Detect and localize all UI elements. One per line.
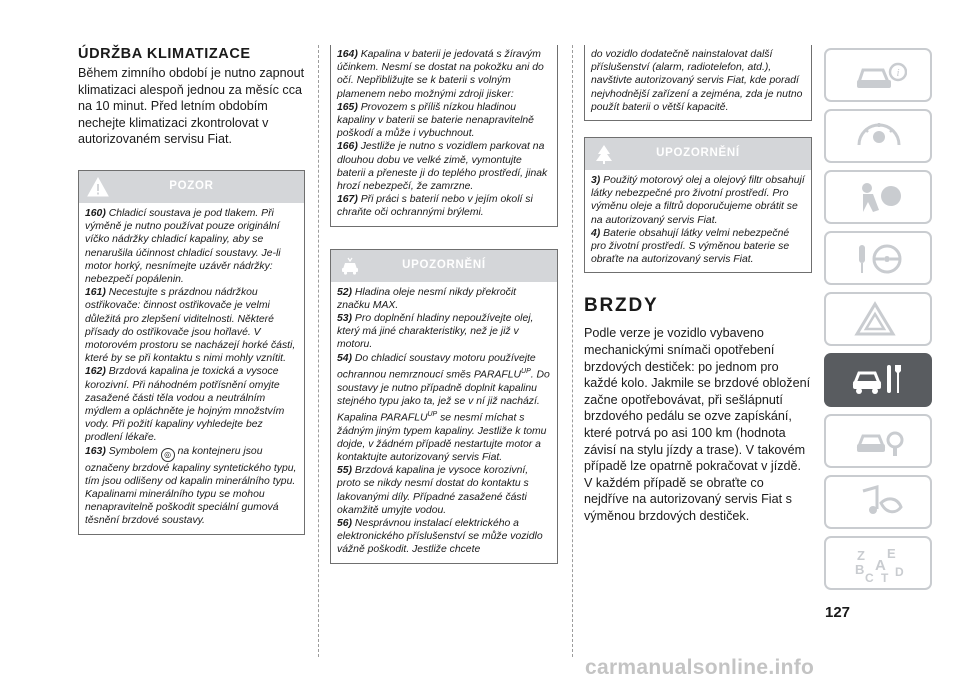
item-text: Necestujte s prázdnou nádržkou ostřikovače: činnost ostřikovače je velmi důležitá pro zlepšení viditelnosti. Některé přísady do ostřikovače jsou hořlavé. V motorovém prostoru se nacházejí horké části, které by se při kontaktu s nimi mohly vznítit. [85, 287, 296, 365]
brake-fluid-symbol-icon: ◎ [161, 448, 175, 462]
item-number: 56) [337, 518, 353, 530]
item-number: 161) [85, 287, 106, 299]
item-number: 167) [337, 194, 358, 206]
item-number: 163) [85, 445, 106, 457]
item-number: 164) [337, 49, 358, 60]
warning-item [337, 312, 551, 352]
warning-box-upozorneni [584, 137, 812, 273]
tab-dashboard-lights[interactable] [824, 109, 932, 163]
item-text: . Do soustavy je nutno případně doplnit kapalinu stejného typu jako ta, jež se v ní již nachází. Kapalina PARAFLU [337, 369, 550, 424]
warning-item [591, 174, 805, 227]
item-number: 166) [337, 141, 358, 153]
index-letter: A [875, 557, 886, 574]
column-divider [572, 45, 573, 657]
index-icon [853, 544, 907, 584]
item-text: Jestliže je nutno s vozidlem parkovat na dlouhou dobu ve velké zimě, vymontujte baterii a přeneste ji do teplého prostředí, jinak hrozí nebezpečí, že zamrzne. [337, 141, 548, 193]
maintenance-icon [853, 422, 907, 462]
item-text: Brzdová kapalina je toxická a vysoce korozivní. Při náhodném potřísnění omyjte zasažené části těla vodou a neutrálním mýdlem a opláchněte je hojným množstvím vody. Při požití kapaliny vyhledejte bez prodlení lékaře. [85, 366, 285, 444]
car-info-icon [853, 56, 907, 96]
page-number: 127 [825, 604, 851, 621]
warning-item [85, 286, 298, 365]
item-text-pre: Symbolem [108, 445, 158, 457]
item-text: se nesmí míchat s žádným jiným typem kapaliny. Jestliže k tomu dojde, v žádném případě nestartujte motor a kontaktujte autorizovaný servis Fiat. [337, 412, 547, 464]
item-text: Baterie obsahují látky velmi nebezpečné pro životní prostředí. S výměnou baterie se obraťte na autorizovaný servis Fiat. [591, 227, 790, 266]
tab-technical-data[interactable] [824, 414, 932, 468]
item-text: Hladina oleje nesmí nikdy překročit značku MAX. [337, 286, 517, 311]
warning-header [585, 138, 811, 170]
item-number: 160) [85, 207, 106, 219]
column-3 [584, 45, 812, 525]
index-letter: C [865, 571, 874, 584]
warning-content [585, 170, 811, 272]
tab-multimedia[interactable] [824, 475, 932, 529]
item-number: 55) [337, 465, 353, 477]
item-number: 165) [337, 101, 358, 113]
warning-continuation [330, 45, 558, 227]
airbag-icon [853, 178, 907, 218]
warning-item [591, 227, 805, 267]
item-number: 3) [591, 175, 601, 187]
warning-header [79, 171, 304, 203]
warning-item [337, 48, 551, 101]
brakes-text: Podle verze je vozidlo vybaveno mechanickými snímači opotřebení brzdových destiček: po jednom pro každé kolo. Jakmile se brzdové obložení začne opotřebovávat, při sešlápnutí brzdového pedálu se ozve zapískání, které potrvá po asi 100 km (hodnota závisí na stylu jízdy a trase). V takovém případě lze opatrně pokračovat v jízdě. V každém případě se obraťte co nejdříve na autorizovaný servis Fiat s výměnou brzdových destiček. [584, 326, 811, 523]
tab-car-info[interactable] [824, 48, 932, 102]
warning-continuation [584, 45, 812, 121]
key-steering-icon [853, 239, 907, 279]
warning-item [337, 517, 551, 557]
item-text: Použitý motorový olej a olejový filtr obsahují látky nebezpečné pro životní prostředí. Pro výměnu oleje a filtrů doporučujeme obrátit se na autorizovaný servis Fiat. [591, 175, 805, 226]
index-letter: B [855, 562, 865, 577]
item-text: Chladicí soustava je pod tlakem. Při výměně je nutno používat pouze originální víčko nádržky chladicí kapaliny, aby se nenarušila účinnost chladicí soustavy. Je-li motor horký, nesnímejte uzávěr nádržky: nebezpečí popálenin. [85, 207, 281, 285]
superscript: UP [427, 410, 438, 418]
section-heading: ÚDRŽBA KLIMATIZACE [78, 46, 251, 62]
watermark: carmanualsonline.info [585, 656, 815, 679]
column-2 [330, 45, 558, 564]
warning-content [331, 282, 557, 563]
item-text: Při práci s baterií nebo v jejím okolí si chraňte oči ochrannými brýlemi. [337, 194, 533, 219]
item-text: Provozem s příliš nízkou hladinou kapaliny v baterii se baterie nenapravitelně poškodí a může i vybuchnout. [337, 101, 534, 140]
index-letter: E [887, 546, 896, 561]
warning-triangle-icon [853, 300, 907, 340]
warning-item [337, 101, 551, 141]
superscript: UP [521, 367, 531, 375]
item-text: Kapalina v baterii je jedovatá s žíravým účinkem. Nesmí se dostat na pokožku ani do očí. Nepřibližujte se k baterii s volným plamenem nebo možnými zdroji jisker: [337, 49, 544, 100]
warning-header [331, 250, 557, 282]
multimedia-icon [853, 483, 907, 523]
warning-item [337, 140, 551, 193]
item-number: 53) [337, 313, 353, 325]
tab-maintenance-active[interactable] [824, 353, 932, 407]
item-number: 4) [591, 227, 601, 239]
warning-item [337, 193, 551, 219]
intro-text: Během zimního období je nutno zapnout klimatizaci alespoň jednou za měsíc cca na 10 minut. Před letním obdobím nechejte klimatizaci zkontrolovat v autorizovaném servisu Fiat. [78, 66, 305, 147]
tab-index[interactable] [824, 536, 932, 590]
svg-text:i: i [896, 67, 900, 79]
index-letter: Z [857, 548, 865, 563]
warning-item [337, 286, 551, 312]
item-text: Brzdová kapalina je vysoce korozivní, proto se nikdy nesmí dostat do kontaktu s lakovanými díly. Případné zasažené části okamžitě umyjte vodou. [337, 465, 529, 516]
item-text-post: na kontejneru jsou označeny brzdové kapaliny syntetického typu, tím jsou odlišeny od kapalin minerálního typu. Kapalinami minerálního typu se mohou nenapravitelně poškodit speciální gumová těsnění brzdové soustavy. [85, 445, 297, 527]
item-text: Pro doplnění hladiny nepoužívejte olej, který má jiné charakteristiky, než je již v motoru. [337, 313, 534, 351]
tab-emergency[interactable] [824, 292, 932, 346]
warning-title: UPOZORNĚNÍ [402, 258, 486, 271]
item-number: 162) [85, 366, 106, 378]
warning-content [79, 203, 304, 534]
tab-key-steering[interactable] [824, 231, 932, 285]
tab-airbag[interactable] [824, 170, 932, 224]
section-heading: BRZDY [584, 295, 659, 317]
car-tools-icon [851, 359, 905, 399]
item-text: Nesprávnou instalací elektrického a elektronického příslušenství se může vozidlo vážně poškodit. Jestliže chcete [337, 518, 543, 556]
item-number: 54) [337, 352, 353, 364]
index-letter: T [881, 571, 889, 584]
column-1 [78, 45, 305, 535]
warning-box-pozor [78, 170, 305, 535]
item-number: 52) [337, 286, 353, 298]
warning-item [85, 207, 298, 286]
warning-title: POZOR [169, 179, 214, 192]
warning-title: UPOZORNĚNÍ [656, 147, 740, 160]
item-text: do vozidlo dodatečně nainstalovat další příslušenství (alarm, radiotelefon, atd.), navštivte autorizovaný servis Fiat, kde poradí nejvhodnější zařízení a zejména, zda je nutno použít baterii o větší kapacitě. [591, 49, 803, 113]
warning-item [337, 352, 551, 465]
index-letter: D [895, 565, 904, 579]
warning-item [85, 365, 298, 444]
warning-box-upozorneni [330, 249, 558, 564]
warning-item [337, 464, 551, 517]
warning-item [85, 445, 298, 528]
dashboard-lights-icon [853, 117, 907, 157]
item-text: Do chladicí soustavy motoru používejte ochrannou nemrznoucí směs PARAFLU [337, 352, 536, 381]
column-divider [318, 45, 319, 657]
